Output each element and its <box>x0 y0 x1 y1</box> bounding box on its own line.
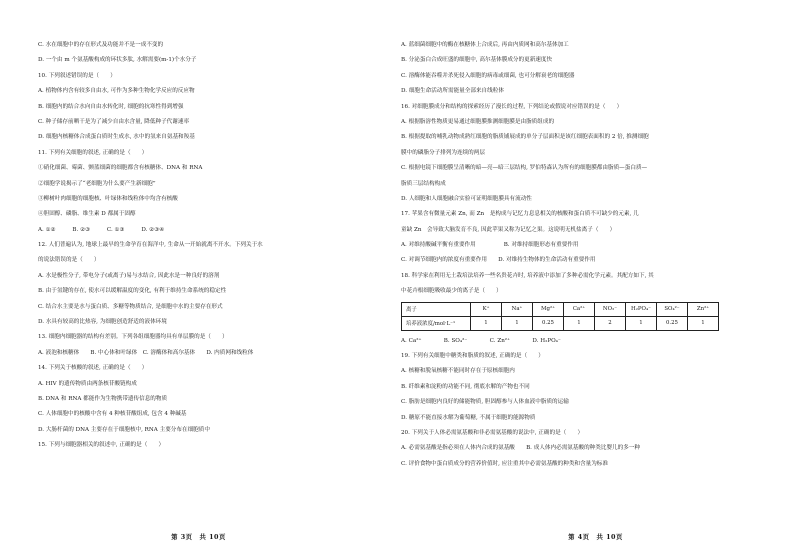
text-line: 20. 下列关于人体必需氨基酸和非必需氨基酸的说法中, 正确的是（ ） <box>401 429 584 436</box>
page-3-footer: 第 3页 共 10页 <box>171 533 226 541</box>
table-cell: Ca²⁺ <box>564 302 595 316</box>
text-line: 19. 下列有关细胞中糖类和脂质的叙述, 正确的是（ ） <box>401 353 544 360</box>
text-line: D. 细胞生命活动所需能量全部来自线粒体 <box>401 88 504 95</box>
table-cell: 1 <box>626 316 657 330</box>
text-line: 的说法错误的是（ ） <box>38 257 100 264</box>
text-line: B. 细胞内的结合水向自由水转化时, 细胞的抗寒性得到增强 <box>38 103 184 110</box>
text-line: 12. 人们普遍认为, 地球上最早的生命孕育在海洋中, 生命从一开始就离不开水。下列关于水 <box>38 242 263 249</box>
text-line: D. 水具有较高的比热容, 为细胞创造舒适的液体环境 <box>38 319 167 326</box>
text-line: D. 糖原不能直接水解为葡萄糖, 不属于细胞的能源物质 <box>401 414 536 421</box>
text-line: 13. 细胞内细胞器的结构有差别。下列各组细胞器均具有单层膜的是（ ） <box>38 334 228 341</box>
text-line: C. 溶酶体能吞噬并杀死侵入细胞的病毒或细菌, 也可分解衰老的细胞器 <box>401 72 575 79</box>
text-line: 15. 下列与细胞器相关的叙述中, 正确的是（ ） <box>38 442 165 449</box>
text-line: A. 蓝细菌细胞中的酶在核糖体上合成后, 再由内质网和高尔基体加工 <box>401 42 569 48</box>
text-line: ④胆固醇、磷脂、维生素 D 都属于固醇 <box>38 211 136 218</box>
text-line: 11. 下列有关细胞的叙述, 正确的是（ ） <box>38 149 148 156</box>
nutrient-solution-table <box>401 302 719 331</box>
text-line: D. 一个由 m 个氨基酸构成的环状多肽, 水解需要(m-1)个水分子 <box>38 57 197 64</box>
table-cell: Zn²⁺ <box>688 302 719 316</box>
table-cell: Na⁺ <box>502 302 533 316</box>
table-row <box>402 316 719 330</box>
text-line: B. 分泌蛋白合成旺盛的细胞中, 高尔基体膜成分的更新速度快 <box>401 57 553 64</box>
text-line: A. 水是极性分子, 带电分子(或离子)易与水结合, 因此水是一种良好的溶剂 <box>38 272 220 279</box>
table-header-row <box>402 302 719 316</box>
table-cell: H₂PO₄⁻ <box>626 302 657 316</box>
table-cell: 1 <box>688 316 719 330</box>
table-cell: 培养液浓度/mol·L⁻¹ <box>402 316 471 330</box>
table-cell: K⁺ <box>471 302 502 316</box>
table-cell: Mg²⁺ <box>533 302 564 316</box>
table-cell: NO₃⁻ <box>595 302 626 316</box>
text-line: ②细胞学说揭示了“老细胞为什么要产生新细胞” <box>38 180 156 187</box>
text-line: 10. 下列叙述错误的是（ ） <box>38 72 116 79</box>
text-line: A. HIV 的遗传物质由两条核苷酸链构成 <box>38 380 137 387</box>
text-line: C. 人体细胞中的核酸中含有 4 种核苷酸组成, 包含 4 种碱基 <box>38 411 187 418</box>
text-line: 16. 对细胞膜成分和结构的探索经历了漫长的过程, 下列结论或假说对应错误的是（ ） <box>401 103 623 110</box>
text-line: A. 植物体内含有较多自由水, 可作为多种生物化学反应的反应物 <box>38 88 195 95</box>
table-cell: 0.25 <box>533 316 564 330</box>
text-line: 17. 苹果含有微量元素 Zn, 而 Zn 是构成与记忆力息息相关的核酸和蛋白质不可缺少的元素, 儿 <box>401 211 639 218</box>
text-line: B. DNA 和 RNA 都能作为生物携带遗传信息的物质 <box>38 395 168 402</box>
text-line: 童缺 Zn 会导致大脑发育不良, 因此苹果又称为记忆之果。这说明无机盐离子（ ） <box>401 226 616 233</box>
page-4-text-before-table <box>401 38 781 300</box>
text-line: ①硝化细菌、霉菌、颤蓝细菌的细胞都含有核糖体、DNA 和 RNA <box>38 165 203 172</box>
text-line: C. 脂肪是细胞内良好的储能物质, 胆固醇参与人体血液中脂质的运输 <box>401 399 569 406</box>
text-line: C. 结合水主要是水与蛋白质、多糖等物质结合, 是细胞中水的主要存在形式 <box>38 303 223 310</box>
text-line: 中花卉根细胞吸收最少的离子是（ ） <box>401 288 502 295</box>
text-line: B. 根据提取的哺乳动物成熟红细胞的脂质铺展成的单分子层面积是该红细胞表面积的 2 倍, 推测细胞 <box>401 134 649 141</box>
exam-page-4 <box>397 0 794 553</box>
page-4-text-after-table <box>401 334 781 473</box>
page-3-questions <box>38 38 390 454</box>
text-line: C. 对调节细胞内的浓度有重要作用 D. 对维持生物体的生命活动有重要作用 <box>401 257 596 264</box>
table-cell: 1 <box>471 316 502 330</box>
text-line: D. 大肠杆菌的 DNA 主要存在于细胞核中, RNA 主要分布在细胞质中 <box>38 426 210 433</box>
text-line: A. 液泡和核糖体 B. 中心体和叶绿体 C. 溶酶体和高尔基体 D. 内质网和线粒体 <box>38 349 254 356</box>
text-line: A. 对维持酸碱平衡有重要作用 B. 对维持细胞形态有重要作用 <box>401 242 579 249</box>
text-line: C. 评价食物中蛋白质成分的营养价值时, 应注重其中必需氨基酸的种类和含量为标准 <box>401 460 608 467</box>
text-line: A. Ca²⁺ B. SO₄²⁻ C. Zn²⁺ D. H₂PO₄⁻ <box>401 337 561 344</box>
text-line: A. 根据脂溶性物质更易通过细胞膜推测细胞膜是由脂质组成的 <box>401 118 555 125</box>
table-cell: 1 <box>564 316 595 330</box>
table-cell: 离子 <box>402 302 471 316</box>
text-line: ③柳树叶肉细胞的细胞核、叶绿体和线粒体中均含有核酸 <box>38 195 178 202</box>
text-line: A. 必需氨基酸是指必须在人体内合成的氨基酸 B. 成人体内必需氨基酸的种类比婴儿的多一种 <box>401 445 641 452</box>
text-line: B. 由于氢键的存在, 使水可以缓解温度的变化, 有利于维持生命系统的稳定性 <box>38 288 227 295</box>
table-cell: 0.25 <box>657 316 688 330</box>
text-line: A. ①② B. ②③ C. ①③ D. ②③④ <box>38 226 165 233</box>
text-line: D. 人细胞和人细胞融合实验可证明细胞膜具有流动性 <box>401 195 532 202</box>
text-line: 膜中的磷脂分子排列为连续的两层 <box>401 149 485 156</box>
text-line: C. 根据电镜下细胞膜呈清晰的暗—亮—暗三层结构, 罗伯特森认为所有的细胞膜都由脂质—蛋白质— <box>401 165 648 172</box>
table-cell: SO₄²⁻ <box>657 302 688 316</box>
text-line: C. 种子储存前晒干是为了减少自由水含量, 降低种子代谢速率 <box>38 118 190 125</box>
page-4-questions <box>401 38 781 472</box>
text-line: A. 核糖和脱氧核糖不能同时存在于原核细胞内 <box>401 368 515 375</box>
table-cell: 2 <box>595 316 626 330</box>
text-line: 脂质三层结构构成 <box>401 180 446 187</box>
text-line: 14. 下列关于核酸的叙述, 正确的是（ ） <box>38 365 148 372</box>
table-cell: 1 <box>502 316 533 330</box>
text-line: D. 细胞内核糖体合成蛋白质时生成水, 水中的氢来自氨基和羧基 <box>38 134 195 141</box>
text-line: 18. 科学家在利用无土栽培法培养一些名贵花卉时, 培养液中添加了多种必需化学元素。其配方如下, 其 <box>401 272 654 279</box>
text-line: B. 纤维素和淀粉的功能不同, 彻底水解的产物也不同 <box>401 383 530 390</box>
text-line: C. 水在细胞中的存在形式及功能并不是一成不变的 <box>38 42 164 48</box>
page-4-footer: 第 4页 共 10页 <box>568 533 623 541</box>
